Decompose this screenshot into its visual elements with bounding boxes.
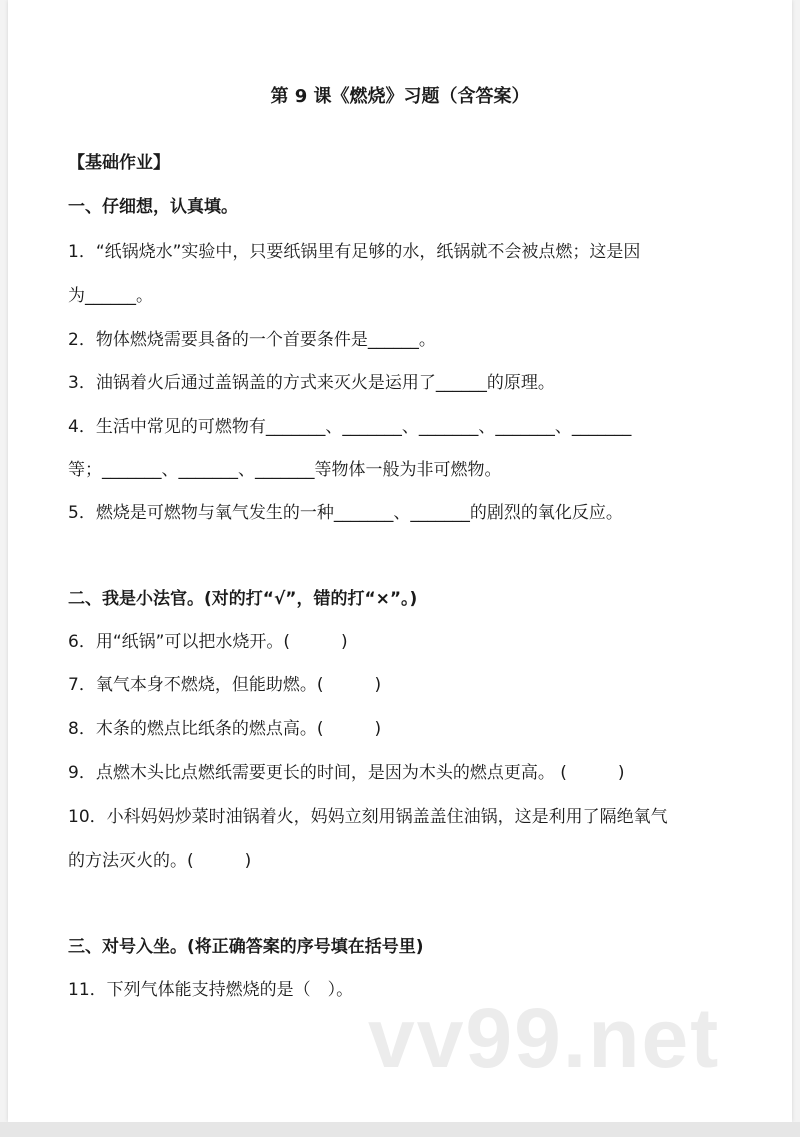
question-6: 6．用“纸锅”可以把水烧开。( ) bbox=[68, 632, 348, 652]
part3-heading: 三、对号入坐。(将正确答案的序号填在括号里) bbox=[68, 937, 424, 957]
page-title: 第 9 课《燃烧》习题（含答案） bbox=[270, 86, 530, 107]
question-2: 2．物体燃烧需要具备的一个首要条件是______。 bbox=[68, 330, 436, 350]
bottom-bar bbox=[0, 1122, 800, 1137]
question-4-line-1: 4．生活中常见的可燃物有_______、_______、_______、_______、_______ bbox=[68, 417, 632, 437]
question-11: 11．下列气体能支持燃烧的是（ ）。 bbox=[68, 980, 354, 1000]
watermark: vv99.net bbox=[368, 991, 721, 1085]
question-10-line-2: 的方法灭火的。( ) bbox=[68, 851, 252, 871]
question-9: 9．点燃木头比点燃纸需要更长的时间，是因为木头的燃点更高。 ( ) bbox=[68, 763, 625, 783]
question-5: 5．燃烧是可燃物与氧气发生的一种_______、_______的剧烈的氧化反应。 bbox=[68, 503, 623, 523]
question-7: 7．氧气本身不燃烧，但能助燃。( ) bbox=[68, 675, 382, 695]
part2-heading: 二、我是小法官。(对的打“√”，错的打“×”。) bbox=[68, 589, 418, 609]
question-3: 3．油锅着火后通过盖锅盖的方式来灭火是运用了______的原理。 bbox=[68, 373, 555, 393]
question-1-line-1: 1．“纸锅烧水”实验中，只要纸锅里有足够的水，纸锅就不会被点燃；这是因 bbox=[68, 242, 641, 262]
part1-heading: 一、仔细想，认真填。 bbox=[68, 197, 238, 217]
question-4-line-2: 等；_______、_______、_______等物体一般为非可燃物。 bbox=[68, 460, 502, 480]
question-8: 8．木条的燃点比纸条的燃点高。( ) bbox=[68, 719, 382, 739]
question-10-line-1: 10．小科妈妈炒菜时油锅着火，妈妈立刻用锅盖盖住油锅，这是利用了隔绝氧气 bbox=[68, 807, 668, 827]
document-page bbox=[8, 0, 792, 1122]
question-1-line-2: 为______。 bbox=[68, 286, 153, 306]
section-basic-heading: 【基础作业】 bbox=[68, 153, 170, 173]
